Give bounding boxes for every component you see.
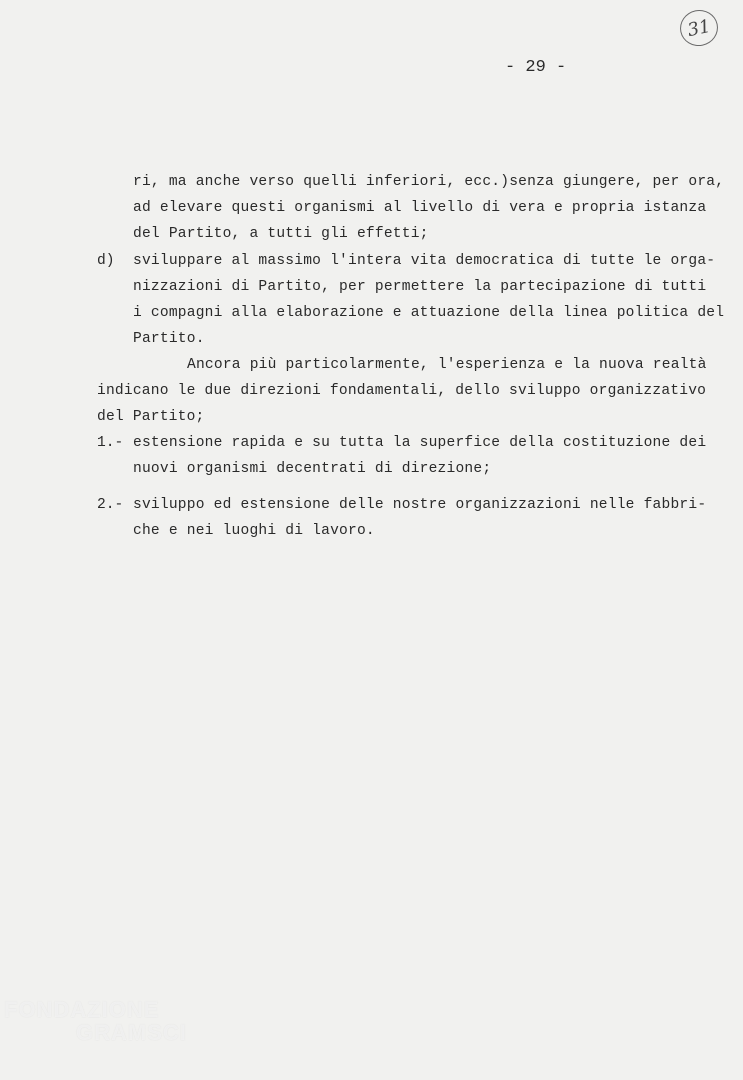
page-number: - 29 - — [505, 58, 567, 77]
text-line: del Partito, a tutti gli effetti; — [133, 226, 429, 242]
text-line: indicano le due direzioni fondamentali, dello sviluppo organizzativo — [97, 383, 707, 399]
text-line: sviluppare al massimo l'intera vita democratica di tutte le orga- — [133, 253, 716, 269]
text-line: sviluppo ed estensione delle nostre organizzazioni nelle fabbri- — [133, 497, 707, 513]
watermark-line-2: GRAMSCI — [76, 1020, 187, 1045]
text-line: che e nei luoghi di lavoro. — [133, 523, 375, 539]
list-marker-2: 2.- — [97, 497, 124, 513]
paragraph-start-line: Ancora più particolarmente, l'esperienza e la nuova realtà — [187, 357, 707, 373]
text-line: ri, ma anche verso quelli inferiori, ecc.)senza giungere, per ora, — [133, 174, 725, 190]
list-marker-d: d) — [97, 253, 115, 269]
archive-number-stamp: 31 — [677, 6, 722, 49]
watermark-logo — [4, 998, 187, 1044]
text-line: nuovi organismi decentrati di direzione; — [133, 461, 492, 477]
text-line: ad elevare questi organismi al livello di vera e propria istanza — [133, 200, 707, 216]
watermark-line-1: FONDAZIONE — [4, 997, 160, 1022]
text-line: del Partito; — [97, 409, 205, 425]
text-line: estensione rapida e su tutta la superfice della costituzione dei — [133, 435, 707, 451]
text-line: Partito. — [133, 331, 205, 347]
text-line: nizzazioni di Partito, per permettere la partecipazione di tutti — [133, 279, 707, 295]
list-marker-1: 1.- — [97, 435, 124, 451]
text-line: i compagni alla elaborazione e attuazione della linea politica del — [133, 305, 725, 321]
